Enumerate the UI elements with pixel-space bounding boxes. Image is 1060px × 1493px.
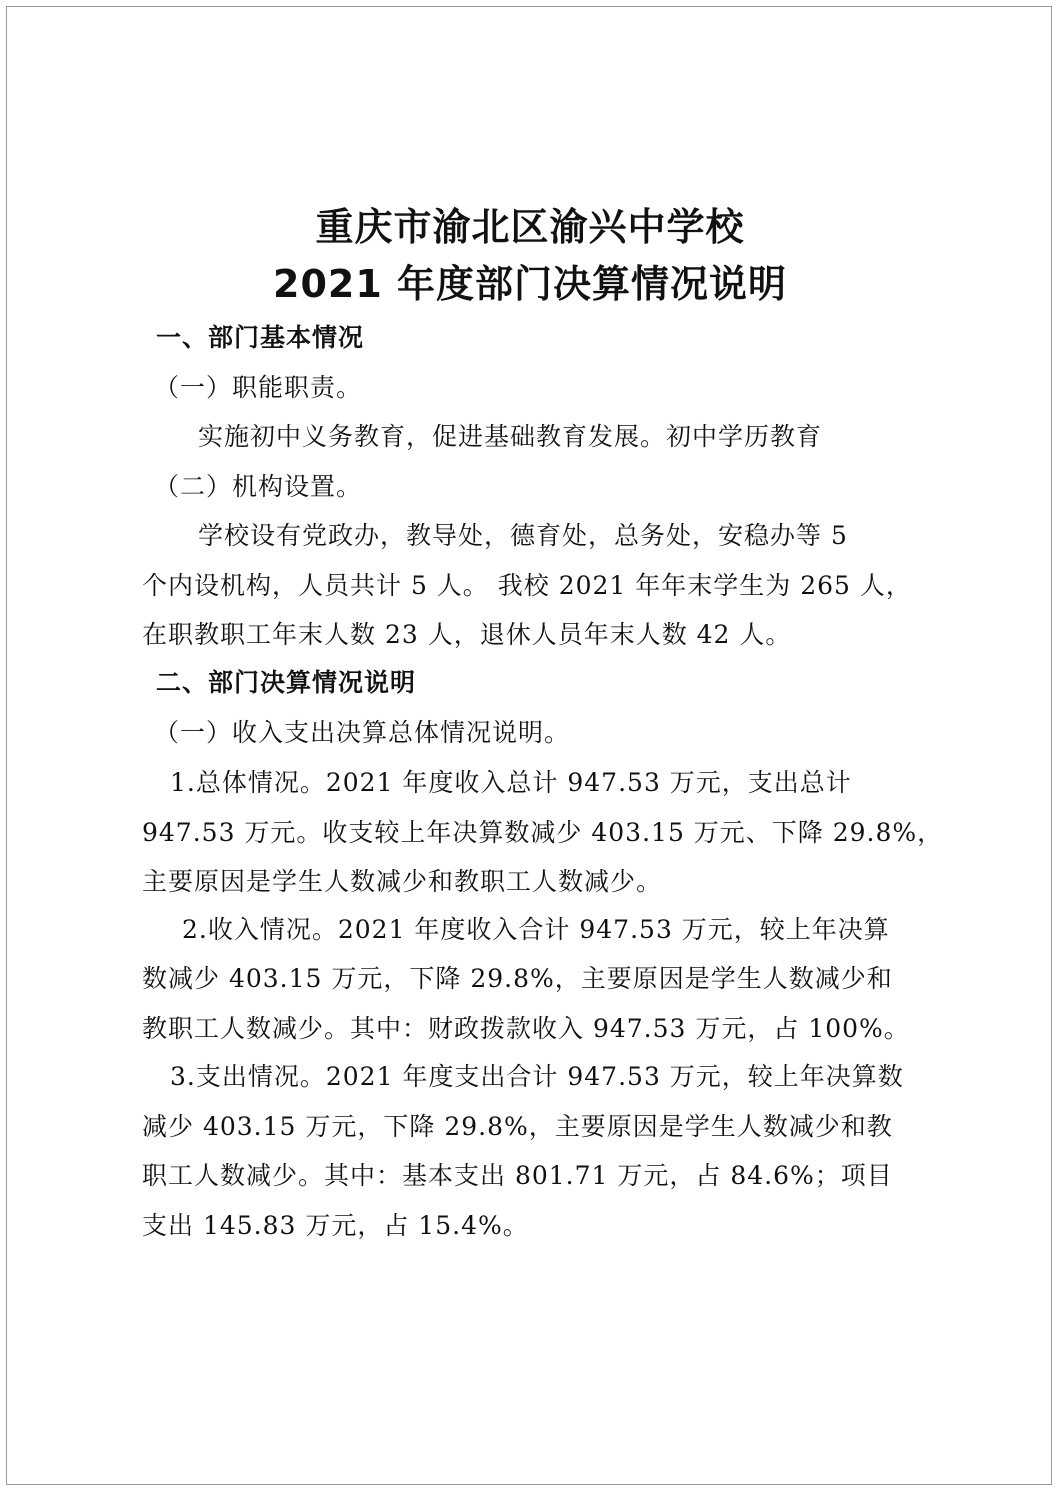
document-title-line-2: 2021 年度部门决算情况说明 [273, 262, 787, 306]
section-1-heading: 一、部门基本情况 [156, 323, 365, 352]
section-1-sub-1-text: 实施初中义务教育，促进基础教育发展。初中学历教育 [198, 422, 823, 451]
section-2-heading: 二、部门决算情况说明 [156, 668, 417, 697]
section-1-sub-2-line-1: 学校设有党政办，教导处，德育处，总务处，安稳办等 5 [198, 521, 848, 550]
item-3-line-1: 3.支出情况。2021 年度支出合计 947.53 万元，较上年决算数 [170, 1062, 904, 1091]
section-1-sub-2-line-3: 在职教职工年末人数 23 人，退休人员年末人数 42 人。 [142, 620, 792, 649]
item-2-line-2: 数减少 403.15 万元，下降 29.8%，主要原因是学生人数减少和 [142, 964, 893, 993]
section-2-sub-1-heading: （一）收入支出决算总体情况说明。 [154, 718, 571, 747]
section-1-sub-2-line-2: 个内设机构，人员共计 5 人。 我校 2021 年年末学生为 265 人， [142, 571, 912, 600]
item-2-line-1: 2.收入情况。2021 年度收入合计 947.53 万元，较上年决算 [182, 915, 890, 944]
section-1-sub-2-heading: （二）机构设置。 [154, 472, 363, 501]
item-1-line-1: 1.总体情况。2021 年度收入总计 947.53 万元，支出总计 [170, 768, 852, 797]
item-3-line-3: 职工人数减少。其中：基本支出 801.71 万元，占 84.6%；项目 [142, 1161, 893, 1190]
item-3-line-2: 减少 403.15 万元，下降 29.8%，主要原因是学生人数减少和教 [142, 1112, 893, 1141]
item-1-line-3: 主要原因是学生人数减少和教职工人数减少。 [142, 867, 663, 896]
section-1-sub-1-heading: （一）职能职责。 [154, 373, 363, 402]
item-3-line-4: 支出 145.83 万元，占 15.4%。 [142, 1211, 529, 1240]
item-1-line-2: 947.53 万元。收支较上年决算数减少 403.15 万元、下降 29.8%， [142, 818, 944, 847]
item-2-line-3: 教职工人数减少。其中：财政拨款收入 947.53 万元，占 100%。 [142, 1014, 910, 1043]
document-title-line-1: 重庆市渝北区渝兴中学校 [315, 205, 745, 249]
